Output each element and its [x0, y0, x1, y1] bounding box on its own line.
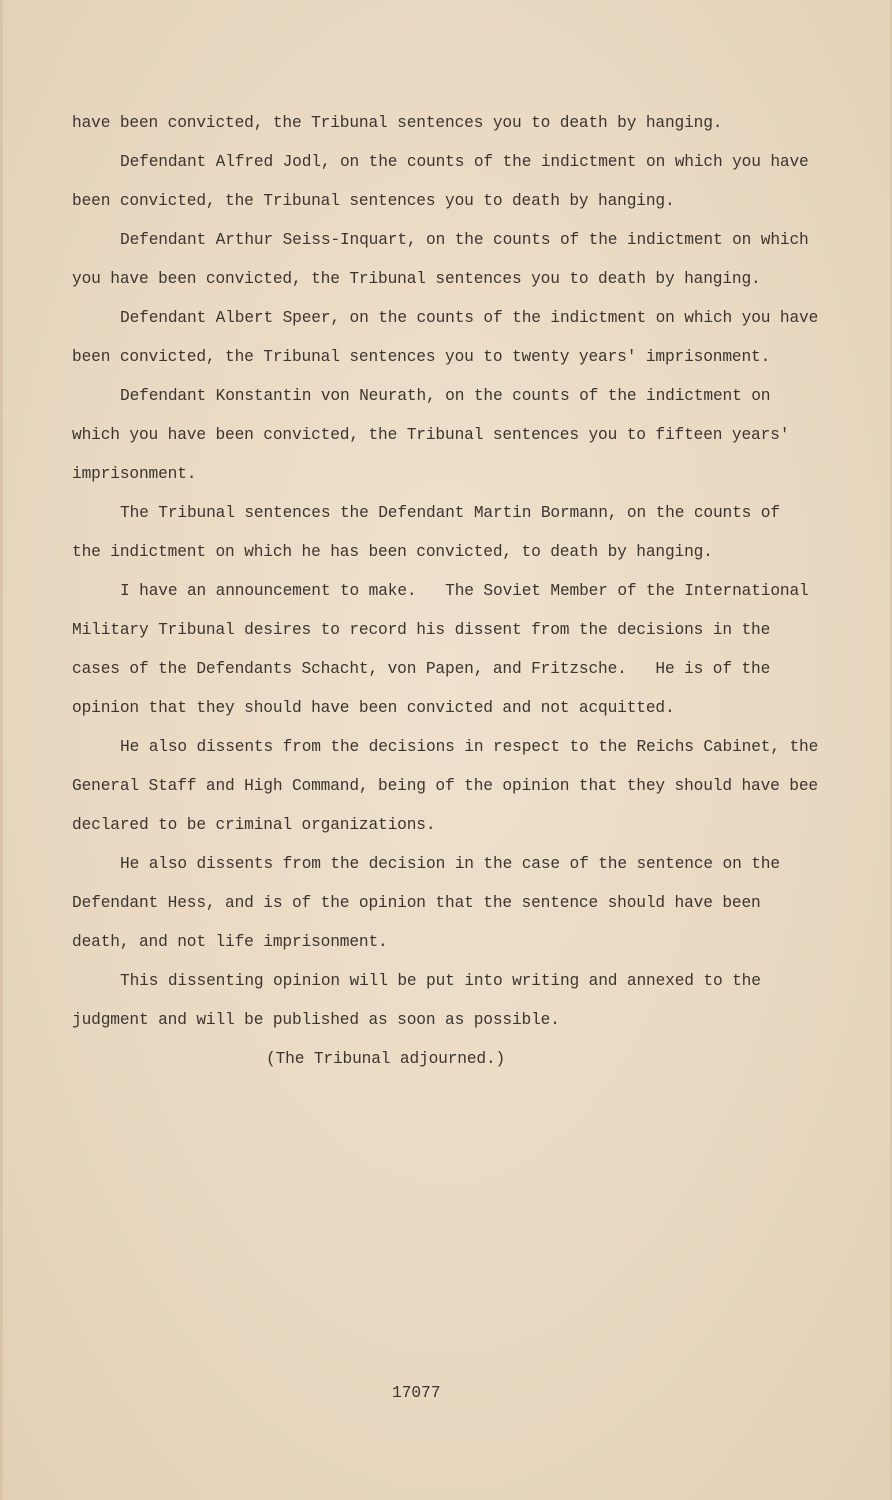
paragraph-2-line-1: Defendant Alfred Jodl, on the counts of the indictment on which you have: [120, 153, 809, 171]
paragraph-8-line-1: He also dissents from the decisions in respect to the Reichs Cabinet, the: [120, 738, 819, 756]
paragraph-5-line-1: Defendant Konstantin von Neurath, on the counts of the indictment on: [120, 387, 771, 405]
paragraph-5-line-2: which you have been convicted, the Tribunal sentences you to fifteen years': [72, 426, 790, 444]
paragraph-4-line-2: been convicted, the Tribunal sentences you to twenty years' imprisonment.: [72, 348, 771, 366]
paragraph-7-line-2: Military Tribunal desires to record his dissent from the decisions in the: [72, 621, 771, 639]
paragraph-7-line-4: opinion that they should have been convicted and not acquitted.: [72, 699, 675, 717]
paragraph-10-line-2: judgment and will be published as soon as possible.: [72, 1011, 560, 1029]
paragraph-9-line-2: Defendant Hess, and is of the opinion that the sentence should have been: [72, 894, 761, 912]
closing-note: (The Tribunal adjourned.): [266, 1050, 506, 1068]
page-number: 17077: [392, 1384, 441, 1402]
paragraph-6-line-2: the indictment on which he has been convicted, to death by hanging.: [72, 543, 713, 561]
paragraph-10-line-1: This dissenting opinion will be put into writing and annexed to the: [120, 972, 761, 990]
paragraph-3-line-1: Defendant Arthur Seiss-Inquart, on the counts of the indictment on which: [120, 231, 809, 249]
paragraph-6-line-1: The Tribunal sentences the Defendant Martin Bormann, on the counts of: [120, 504, 780, 522]
paragraph-9-line-1: He also dissents from the decision in the case of the sentence on the: [120, 855, 780, 873]
paragraph-7-line-3: cases of the Defendants Schacht, von Papen, and Fritzsche. He is of the: [72, 660, 771, 678]
paragraph-8-line-3: declared to be criminal organizations.: [72, 816, 436, 834]
paragraph-5-line-3: imprisonment.: [72, 465, 197, 483]
paragraph-4-line-1: Defendant Albert Speer, on the counts of the indictment on which you have: [120, 309, 819, 327]
paragraph-3-line-2: you have been convicted, the Tribunal sentences you to death by hanging.: [72, 270, 761, 288]
paragraph-7-line-1: I have an announcement to make. The Soviet Member of the International: [120, 582, 809, 600]
paragraph-1-line-1: have been convicted, the Tribunal sentences you to death by hanging.: [72, 114, 723, 132]
paragraph-2-line-2: been convicted, the Tribunal sentences you to death by hanging.: [72, 192, 675, 210]
paragraph-9-line-3: death, and not life imprisonment.: [72, 933, 388, 951]
paragraph-8-line-2: General Staff and High Command, being of the opinion that they should have bee: [72, 777, 818, 795]
